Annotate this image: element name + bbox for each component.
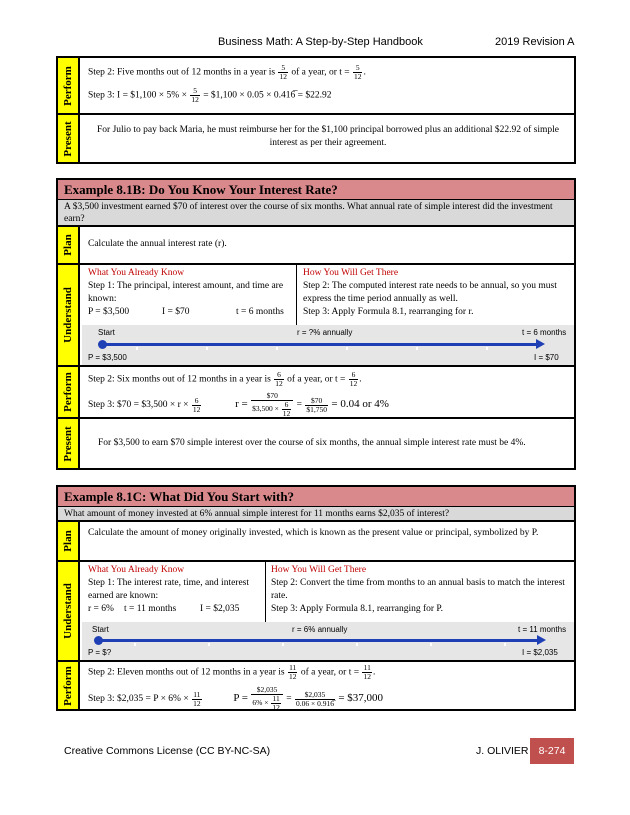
fraction: $\frac{5}{12}$	[353, 63, 362, 81]
fraction: $\frac{6}{12}$	[349, 370, 358, 388]
author-name: J. OLIVIER	[476, 745, 529, 757]
fraction: $\frac{5}{12}$	[191, 86, 199, 104]
plan-tab: Plan	[58, 522, 80, 560]
present-text: For $3,500 to earn $70 simple interest over the course of six months, the annual simple interest rate must be 4%.	[98, 438, 526, 448]
fraction: $\frac{6}{12}$	[275, 370, 283, 388]
example-question: What amount of money invested at 6% annual simple interest for 11 months earns $2,035 of interest?	[58, 507, 574, 522]
example-title: Example 8.1B: Do You Know Your Interest Rate?	[58, 180, 574, 200]
step2-text: Step 2: Five months out of 12 months in a year is	[88, 67, 276, 78]
understand-section: Understand What You Already Know Step 1: The interest rate, time, and interest earned are known: r = 6% t = 11 months I = $2,035 How You Will Get There Step 2: Convert the time from months to an annual basis to match the interest rate. Step 3: Apply Formula 8.1, rearranging for P. Start r = 6% annually t = 11 months P = $? I = $2,035	[58, 560, 574, 660]
understand-section: Understand What You Already Know Step 1: The principal, interest amount, and time are known: P = $3,500 I = $70 t = 6 months How You Will Get There Step 2: The computed interest rate needs to be annual, so you must express the time period annually as well. Step 3: Apply Formula 8.1, rearranging for r. Start r = ?% annually t = 6 months P = $3,500 I = $70	[58, 263, 574, 365]
plan-text: Calculate the annual interest rate (r).	[88, 239, 227, 249]
get-there-step3: Step 3: Apply Formula 8.1, rearranging for r.	[303, 307, 474, 317]
plan-section	[58, 227, 574, 263]
example-question: A $3,500 investment earned $70 of interest over the course of six months. What annual rate of simple interest did the investment earn?	[58, 200, 574, 227]
example-b	[56, 178, 576, 470]
present-tab: Present	[58, 115, 80, 162]
example-title: Example 8.1C: What Did You Start with?	[58, 487, 574, 507]
already-know-heading: What You Already Know	[88, 268, 185, 278]
plan-section	[58, 522, 574, 560]
present-section	[58, 417, 574, 468]
present-tab: Present	[58, 419, 80, 468]
present-section	[58, 113, 574, 162]
book-title: Business Math: A Step-by-Step Handbook	[218, 36, 423, 48]
already-know-text: Step 1: The principal, interest amount, and time are known:	[88, 281, 284, 304]
already-know-text: Step 1: The interest rate, time, and interest earned are known:	[88, 578, 250, 601]
understand-tab: Understand	[58, 562, 80, 660]
perform-tab: Perform	[58, 58, 80, 113]
timeline-arrow	[536, 339, 545, 349]
page-number: 8-274	[530, 738, 574, 764]
fraction: $\frac{11}{12}$	[193, 689, 201, 708]
example-a-continuation	[56, 56, 576, 164]
understand-tab: Understand	[58, 265, 80, 365]
get-there-step3: Step 3: Apply Formula 8.1, rearranging for P.	[271, 604, 444, 614]
step3-text: Step 3: I = $1,100 × 5% ×	[88, 90, 187, 101]
get-there-step2: Step 2: Convert the time from months to an annual basis to match the interest rate.	[271, 578, 565, 601]
timeline-arrow	[537, 635, 546, 645]
get-there-heading: How You Will Get There	[303, 268, 399, 278]
revision-label: 2019 Revision A	[495, 36, 575, 48]
perform-tab: Perform	[58, 367, 80, 417]
present-text: For Julio to pay back Maria, he must reimburse her for the $1,100 principal borrowed plus an additional $22.92 of simple interest as per their agreement.	[97, 125, 559, 148]
get-there-heading: How You Will Get There	[271, 565, 367, 575]
fraction: $\frac{11}{12}$	[363, 663, 371, 681]
plan-tab: Plan	[58, 227, 80, 263]
perform-section: Perform Step 2: Five months out of 12 months in a year is $\frac{5}{12}$ of a year, or t = $\frac{5}{12}$ . Step 3: I = $1,100 × 5% × $\frac{5}{12}$ = $1,100 × 0.05 × 0.416̅ = $22.92	[58, 58, 574, 113]
perform-section: Perform Step 2: Six months out of 12 months in a year is $\frac{6}{12}$ of a year, or t = $\frac{6}{12}$ . Step 3: $70 = $3,500 × r × $\frac{6}{12}$ r = $70 $3,500 × $\frac{6}{12}$ = $\frac{\$70}{\$1,750}$ = 0.04 or 4%	[58, 365, 574, 417]
fraction: $\frac{5}{12}$	[279, 63, 287, 81]
fraction: $\frac{6}{12}$	[192, 395, 201, 414]
timeline: Start r = 6% annually t = 11 months P = $? I = $2,035	[82, 622, 574, 660]
get-there-step2: Step 2: The computed interest rate needs to be annual, so you must express the time period annually as well.	[303, 281, 557, 304]
already-know-heading: What You Already Know	[88, 565, 185, 575]
perform-section: Perform Step 2: Eleven months out of 12 months in a year is $\frac{11}{12}$ of a year, or t = $\frac{11}{12}$ . Step 3: $2,035 = P × 6% × $\frac{11}{12}$ P = $2,035 6% × $\frac{11}{12}$ = $\frac{\$2,035}{0.06 \times 0.916̅}$ = $37,000	[58, 660, 574, 709]
timeline: Start r = ?% annually t = 6 months P = $3,500 I = $70	[82, 325, 574, 365]
example-c	[56, 485, 576, 711]
timeline-line	[98, 639, 540, 642]
license-text: Creative Commons License (CC BY-NC-SA)	[64, 745, 271, 757]
perform-tab: Perform	[58, 662, 80, 709]
fraction: $\frac{11}{12}$	[288, 663, 297, 681]
plan-text: Calculate the amount of money originally invested, which is known as the present value or principal, symbolized by P.	[88, 528, 539, 538]
timeline-line	[102, 343, 539, 346]
